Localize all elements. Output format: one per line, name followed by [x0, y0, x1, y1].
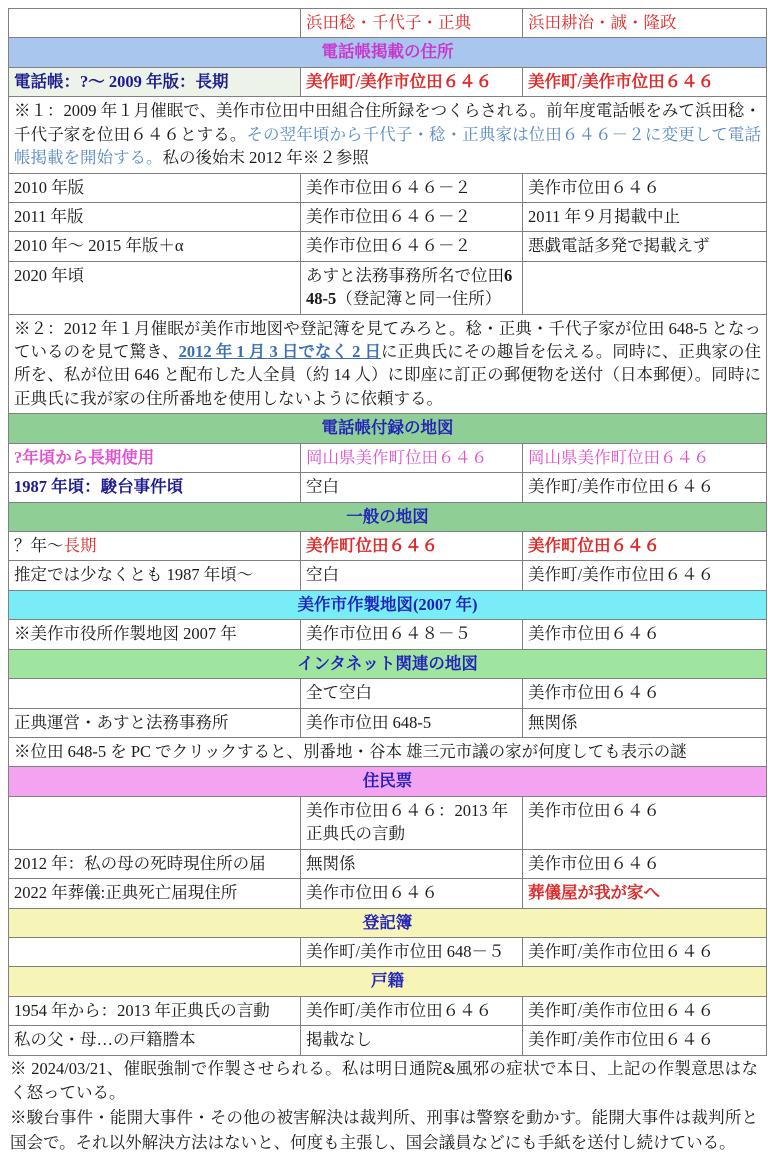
cell-b-city-map: 美作市位田６４６: [523, 620, 767, 649]
section-heading-internet-map: インタネット関連の地図: [9, 649, 767, 678]
row-label-registry-blank: [9, 937, 301, 966]
cell-a-2020-suffix: （登記簿と同一住所）: [336, 289, 502, 309]
table-row: [9, 232, 767, 261]
cell-a-city-map: 美作市位田６４８－５: [301, 620, 523, 649]
cell-b-general-long: 美作町位田６４６: [523, 532, 767, 561]
section-heading-row-internet-map: [9, 649, 767, 678]
address-comparison-table: [8, 8, 767, 1056]
cell-b-internet-blank: 美作市位田６４６: [523, 679, 767, 708]
row-label-internet-blank: [9, 679, 301, 708]
table-row: [9, 879, 767, 908]
table-row: [9, 679, 767, 708]
section-heading-row-appendix-map: [9, 414, 767, 443]
note-2-part3: に正典氏にその趣旨を伝える。同時に、正典家の住所を、私が位田 646 と配布した人全員（約 14 人）に即座に訂正の郵便物を送付（日本郵便）。同時に正典氏に我が家の住所番地を使用しないように依頼する。: [14, 342, 762, 408]
table-row: [9, 1026, 767, 1055]
table-row: [9, 67, 767, 96]
table-row: [9, 708, 767, 737]
cell-a-phonebook-long: 美作町/美作市位田６４６: [301, 67, 523, 96]
cell-a-1987: 空白: [301, 473, 523, 502]
cell-a-mother-death: 無関係: [301, 849, 523, 878]
note-row-1: [9, 97, 767, 173]
cell-a-funeral-2022: 美作市位田６４６: [301, 879, 523, 908]
cell-a-appendix-long: 岡山県美作町位田６４６: [301, 443, 523, 472]
row-label-funeral-2022: 2022 年葬儀:正典死亡届現住所: [9, 879, 301, 908]
section-heading-row-registry: [9, 908, 767, 937]
row-label-2010-2015: 2010 年～ 2015 年版＋α: [9, 232, 301, 261]
table-row: [9, 173, 767, 202]
footer-notes: [10, 1057, 758, 1156]
cell-b-2010-2015: 悪戯電話多発で掲載えず: [523, 232, 767, 261]
row-label-city-map: ※美作市役所作製地図 2007 年: [9, 620, 301, 649]
note-1: [9, 97, 767, 173]
table-row: [9, 532, 767, 561]
section-heading-row-city-map: [9, 590, 767, 619]
row-label-general-long: [9, 532, 301, 561]
cell-b-funeral-2022: 葬儀屋が我が家へ: [523, 879, 767, 908]
row-label-phonebook-long: 電話帳：?～ 2009 年版：長期: [9, 67, 301, 96]
cell-a-resident-2013-line2: 正典氏の言動: [306, 824, 405, 844]
note-1-part3: 私の後始末 2012 年※２参照: [162, 148, 369, 168]
section-heading-row-family-register: [9, 967, 767, 996]
cell-a-parents-register: 掲載なし: [301, 1026, 523, 1055]
cell-a-registry: 美作町/美作市位田 648－５: [301, 937, 523, 966]
row-label-2020: 2020 年頃: [9, 261, 301, 314]
cell-a-general-long: 美作町位田６４６: [301, 532, 523, 561]
cell-a-internet-blank: 全て空白: [301, 679, 523, 708]
cell-b-2010: 美作市位田６４６: [523, 173, 767, 202]
footer-note-1: ※ 2024/03/21、催眠強制で作製させられる。私は明日通院&風邪の症状で本日、上記の作製意思はなく怒っている。: [10, 1058, 758, 1103]
table-header-row: [9, 9, 767, 38]
note-row-internet: [9, 737, 767, 766]
row-label-appendix-long: ?年頃から長期使用: [9, 443, 301, 472]
cell-b-2020: [523, 261, 767, 314]
row-label-2011: 2011 年版: [9, 202, 301, 231]
cell-b-2011: 2011 年９月掲載中止: [523, 202, 767, 231]
header-cell-family-b: 浜田耕治・誠・隆政: [523, 9, 767, 38]
note-2-date-link[interactable]: 2012 年 1 月 3 日でなく 2 日: [178, 342, 382, 362]
cell-a-2010: 美作市位田６４６－２: [301, 173, 523, 202]
row-label-asuto-office: 正典運営・あすと法務事務所: [9, 708, 301, 737]
table-row: [9, 849, 767, 878]
cell-b-resident-2013: 美作市位田６４６: [523, 796, 767, 849]
row-label-2010: 2010 年版: [9, 173, 301, 202]
table-row: [9, 202, 767, 231]
cell-a-2020: [301, 261, 523, 314]
cell-b-1987: 美作町/美作市位田６４６: [523, 473, 767, 502]
header-cell-empty: [9, 9, 301, 38]
row-label-general-est: 推定では少なくとも 1987 年頃～: [9, 561, 301, 590]
note-1-part2: その翌年頃から千代子・稔・正典家は位田６４６－２に変更して電話帳掲載を開始する。: [14, 124, 762, 168]
table-row: [9, 561, 767, 590]
table-row: [9, 261, 767, 314]
note-2-part1: ※２：2012 年１月催眠が美作市地図や登記簿を見てみろと。稔・正典・千代子家が位田 648-5 となっているのを見て驚き、: [14, 318, 761, 362]
note-1-part1: ※１：2009 年１月催眠で、美作市位田中田組合住所録をつくらされる。前年度電話帳をみて浜田稔・千代子家を位田６４６とする。: [14, 101, 761, 144]
note-2: [9, 314, 767, 414]
cell-a-2020-lot: 648-5: [306, 265, 513, 309]
header-cell-family-a: 浜田稔・千代子・正典: [301, 9, 523, 38]
cell-b-1954: 美作町/美作市位田６４６: [523, 996, 767, 1025]
section-heading-phonebook: 電話帳掲載の住所: [9, 38, 767, 67]
section-heading-appendix-map: 電話帳付録の地図: [9, 414, 767, 443]
row-label-general-prefix: ？年～: [14, 536, 64, 556]
section-heading-general-map: 一般の地図: [9, 502, 767, 531]
note-row-2: [9, 314, 767, 414]
table-row: [9, 996, 767, 1025]
cell-b-mother-death: 美作市位田６４６: [523, 849, 767, 878]
cell-a-resident-2013: [301, 796, 523, 849]
section-heading-family-register: 戸籍: [9, 967, 767, 996]
cell-b-parents-register: 美作町/美作市位田６４６: [523, 1026, 767, 1055]
table-row: [9, 796, 767, 849]
cell-a-2010-2015: 美作市位田６４６－２: [301, 232, 523, 261]
table-row: [9, 620, 767, 649]
row-label-resident-blank: [9, 796, 301, 849]
table-row: [9, 473, 767, 502]
section-heading-registry: 登記簿: [9, 908, 767, 937]
row-label-parents-register: 私の父・母…の戸籍謄本: [9, 1026, 301, 1055]
section-heading-resident-record: 住民票: [9, 767, 767, 796]
cell-a-2020-line1: あすと法務事務所名で位田: [306, 265, 504, 285]
cell-a-1954: 美作町/美作市位田６４６: [301, 996, 523, 1025]
section-heading-row-general-map: [9, 502, 767, 531]
row-label-general-accent: 長期: [63, 536, 97, 556]
cell-a-resident-2013-line1: 美作市位田６４６：2013 年: [306, 800, 509, 820]
cell-b-general-est: 美作町/美作市位田６４６: [523, 561, 767, 590]
section-heading-row-resident-record: [9, 767, 767, 796]
cell-a-2011: 美作市位田６４６－２: [301, 202, 523, 231]
section-heading-row-phonebook: [9, 38, 767, 67]
section-heading-city-map: 美作市作製地図(2007 年): [9, 590, 767, 619]
cell-b-appendix-long: 岡山県美作町位田６４６: [523, 443, 767, 472]
row-label-1954: 1954 年から：2013 年正典氏の言動: [9, 996, 301, 1025]
cell-b-asuto-office: 無関係: [523, 708, 767, 737]
cell-b-phonebook-long: 美作町/美作市位田６４６: [523, 67, 767, 96]
cell-a-general-est: 空白: [301, 561, 523, 590]
note-internet-map: ※位田 648-5 を PC でクリックすると、別番地・谷本 雄三元市議の家が何度しても表示の謎: [9, 737, 767, 766]
cell-a-asuto-office: 美作市位田 648-5: [301, 708, 523, 737]
table-row: [9, 937, 767, 966]
row-label-mother-death: 2012 年：私の母の死時現住所の届: [9, 849, 301, 878]
table-row: [9, 443, 767, 472]
row-label-1987: 1987 年頃：駿台事件頃: [9, 473, 301, 502]
cell-b-registry: 美作町/美作市位田６４６: [523, 937, 767, 966]
footer-note-2: ※駿台事件・能開大事件・その他の被害解決は裁判所、刑事は警察を動かす。能開大事件は裁判所と国会で。それ以外解決方法はないと、何度も主張し、国会議員などにも手紙を送付し続けている。: [10, 1108, 758, 1152]
